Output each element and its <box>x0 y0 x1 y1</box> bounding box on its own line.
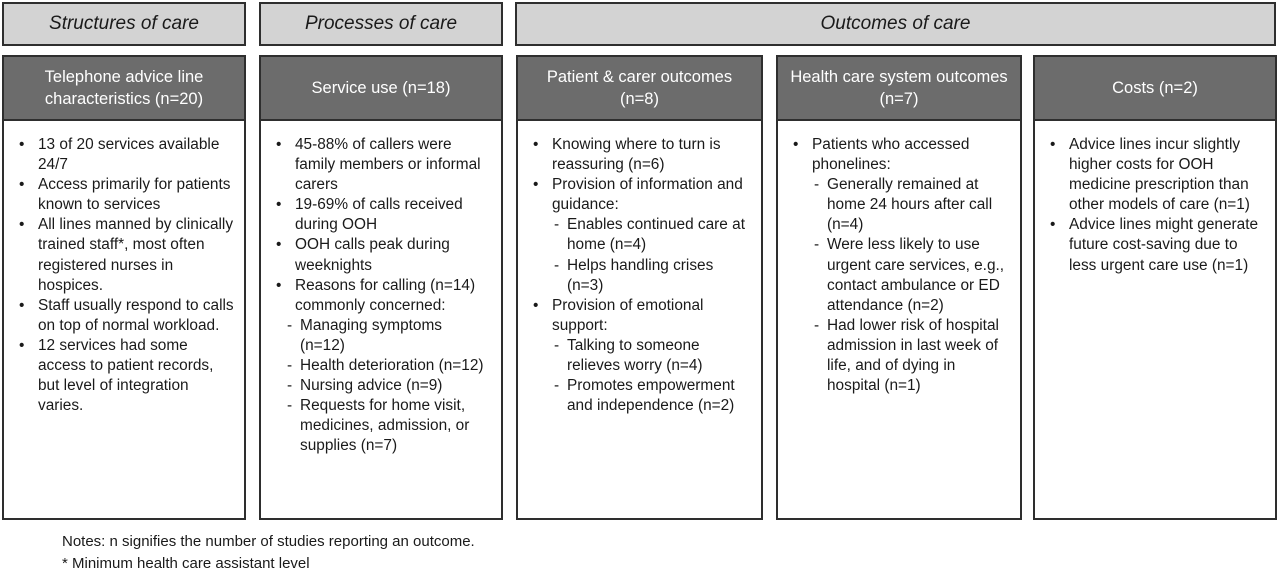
group-header-outcomes <box>515 2 1276 46</box>
column-body <box>518 121 761 416</box>
list-item <box>790 135 1010 396</box>
group-header-structures <box>2 2 246 46</box>
list-item-text: Provision of emotional support: <box>552 296 704 334</box>
sub-list-item: - Talking to someone relieves worry (n=4) <box>552 336 751 376</box>
column-body <box>1035 121 1275 276</box>
column-title: Telephone advice line characteristics (n=20) <box>4 57 244 121</box>
sub-list <box>285 316 491 457</box>
sub-list-item: - Generally remained at home 24 hours after call (n=4) <box>812 175 1010 235</box>
list-item <box>273 276 491 457</box>
list-item <box>530 296 751 417</box>
list-item: • 12 services had some access to patient records, but level of integration varies. <box>16 336 234 416</box>
list-item: • All lines manned by clinically trained staff*, most often registered nurses in hospices. <box>16 215 234 295</box>
list-item-text: OOH calls peak during weeknights <box>295 236 450 274</box>
list-item-text: Provision of information and guidance: <box>552 176 743 214</box>
sub-list-item: - Health deterioration (n=12) <box>285 356 491 376</box>
sub-list-item: - Nursing advice (n=9) <box>285 376 491 396</box>
notes-line: Notes: n signifies the number of studies reporting an outcome. <box>62 533 475 550</box>
sub-list-item: - Managing symptoms (n=12) <box>285 316 491 356</box>
list-item: • Staff usually respond to calls on top of normal workload. <box>16 296 234 336</box>
sub-list-item: - Enables continued care at home (n=4) <box>552 215 751 255</box>
sub-list-item: - Requests for home visit, medicines, admission, or supplies (n=7) <box>285 396 491 456</box>
column-costs <box>1033 55 1277 520</box>
sub-list <box>812 175 1010 396</box>
group-header-label: Processes of care <box>304 13 458 34</box>
column-title: Costs (n=2) <box>1035 57 1275 121</box>
list-item: • Access primarily for patients known to services <box>16 175 234 215</box>
sub-list-item: - Helps handling crises (n=3) <box>552 256 751 296</box>
sub-list <box>552 215 751 295</box>
footnote-line: * Minimum health care assistant level <box>62 555 310 572</box>
list-item: • Advice lines might generate future cost-saving due to less urgent care use (n=1) <box>1047 215 1265 275</box>
column-body <box>778 121 1020 396</box>
column-body <box>4 121 244 416</box>
list-item-text: 45-88% of callers were family members or informal carers <box>295 136 481 194</box>
list-item <box>530 135 751 175</box>
group-header-label: Structures of care <box>49 13 199 34</box>
sub-list <box>552 336 751 416</box>
sub-list-item: - Promotes empowerment and independence (n=2) <box>552 376 751 416</box>
list-item: • Advice lines incur slightly higher costs for OOH medicine prescription than other models of care (n=1) <box>1047 135 1265 215</box>
list-item <box>273 195 491 235</box>
list-item-text: Patients who accessed phonelines: <box>812 136 970 174</box>
list-item-text: 19-69% of calls received during OOH <box>295 196 463 234</box>
column-patient-carer-outcomes <box>516 55 763 520</box>
list-item <box>273 135 491 195</box>
group-header-label: Outcomes of care <box>820 13 971 34</box>
column-title: Service use (n=18) <box>261 57 501 121</box>
column-title: Health care system outcomes (n=7) <box>778 57 1020 121</box>
sub-list-item: - Were less likely to use urgent care services, e.g., contact ambulance or ED attendance (n=2) <box>812 235 1010 315</box>
group-header-processes <box>259 2 503 46</box>
sub-list-item: - Had lower risk of hospital admission in last week of life, and of dying in hospital (n=1) <box>812 316 1010 396</box>
list-item-text: Knowing where to turn is reassuring (n=6) <box>552 136 721 174</box>
list-item-text: Reasons for calling (n=14) commonly concerned: <box>295 276 476 314</box>
column-service-use <box>259 55 503 520</box>
column-telephone-advice-line <box>2 55 246 520</box>
list-item: • 13 of 20 services available 24/7 <box>16 135 234 175</box>
column-health-care-system-outcomes <box>776 55 1022 520</box>
column-title: Patient & carer outcomes (n=8) <box>518 57 761 121</box>
column-body <box>261 121 501 457</box>
list-item <box>530 175 751 296</box>
list-item <box>273 235 491 275</box>
